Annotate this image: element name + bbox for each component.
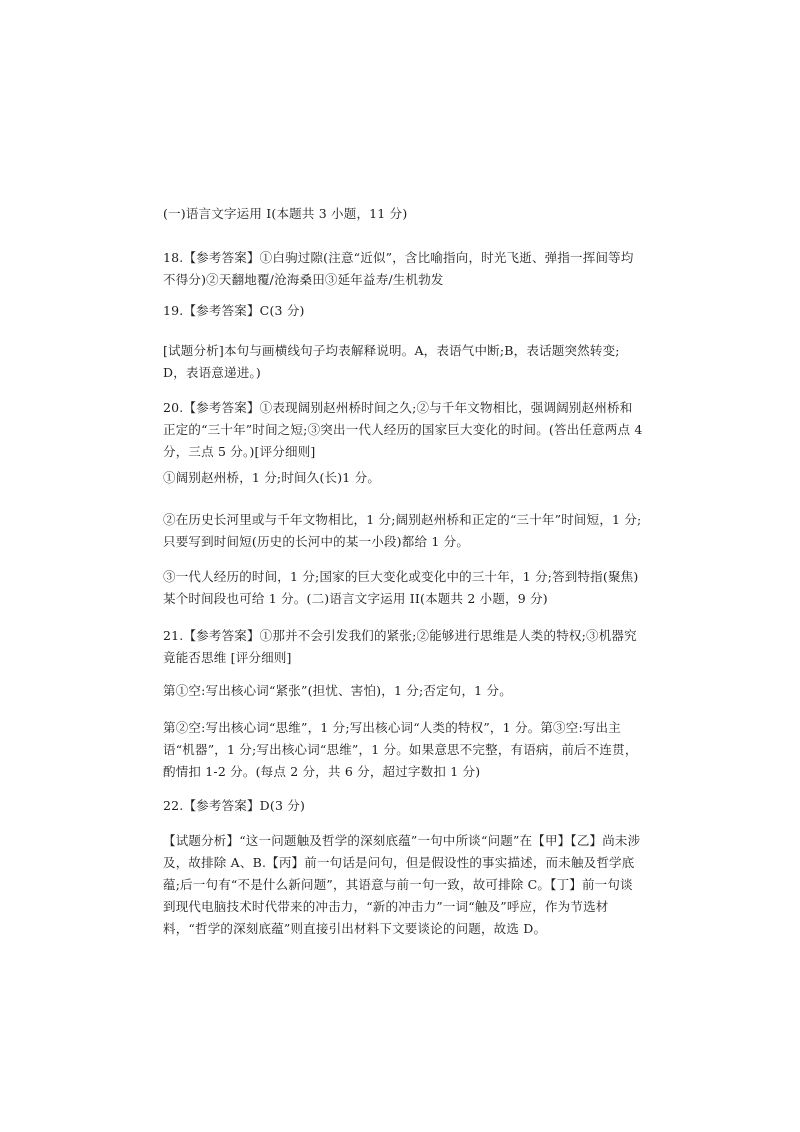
answer-22: 22.【参考答案】D(3 分) [163, 798, 306, 813]
answer-19: 19.【参考答案】C(3 分) [163, 303, 305, 318]
analysis-22: 【试题分析】“这一问题触及哲学的深刻底蕴”一句中所谈“问题”在【甲】【乙】尚未涉及，故排除 A、B.【丙】前一句话是问句，但是假设性的事实描述，而未触及哲学底蕴;后一句有“不是什么新问题”，其语意与前一句一致，故可排除 C。【丁】前一句谈到现代电脑技术时代带来的冲击力，“新的冲击力”一词“触及”呼应，作为节选材料，“哲学的深刻底蕴”则直接引出材料下文要谈论的问题，故选 D。 [163, 833, 641, 936]
rubric-20-item-2: ②在历史长河里或与千年文物相比，1 分;阔别赵州桥和正定的“三十年”时间短，1 分;只要写到时间短(历史的长河中的某一小段)都给 1 分。 [163, 512, 642, 549]
section-heading-1: (一)语言文字运用 I(本题共 3 小题，11 分) [163, 206, 408, 221]
rubric-20-item-1: ①阔别赵州桥，1 分;时间久(长)1 分。 [163, 470, 381, 485]
analysis-19: [试题分析]本句与画横线句子均表解释说明。A，表语气中断;B，表话题突然转变; D，表语意递进。) [163, 343, 620, 380]
rubric-21-blank-2-3: 第②空:写出核心词“思维”，1 分;写出核心词“人类的特权”，1 分。第③空:写出主语“机器”，1 分;写出核心词“思维”，1 分。如果意思不完整，有语病，前后不连贯，酌情扣 1-2 分。(每点 2 分，共 6 分，超过字数扣 1 分) [163, 720, 638, 779]
answer-18: 18.【参考答案】①白驹过隙(注意“近似”，含比喻指向，时光飞逝、弹指一挥间等均不得分)②天翻地覆/沧海桑田③延年益寿/生机勃发 [163, 250, 634, 287]
rubric-20-item-3: ③一代人经历的时间，1 分;国家的巨大变化或变化中的三十年，1 分;答到特指(聚焦)某个时间段也可给 1 分。(二)语言文字运用 II(本题共 2 小题，9 分) [163, 569, 639, 606]
answer-20: 20.【参考答案】①表现阔别赵州桥时间之久;②与千年文物相比，强调阔别赵州桥和正定的“三十年”时间之短;③突出一代人经历的国家巨大变化的时间。(答出任意两点 4 分，三点 5 分。)[评分细则] [163, 400, 643, 459]
answer-21: 21.【参考答案】①那并不会引发我们的紧张;②能够进行思维是人类的特权;③机器究竟能否思维 [评分细则] [163, 628, 637, 665]
rubric-21-blank-1: 第①空:写出核心词“紧张”(担忧、害怕)，1 分;否定句，1 分。 [163, 683, 512, 698]
